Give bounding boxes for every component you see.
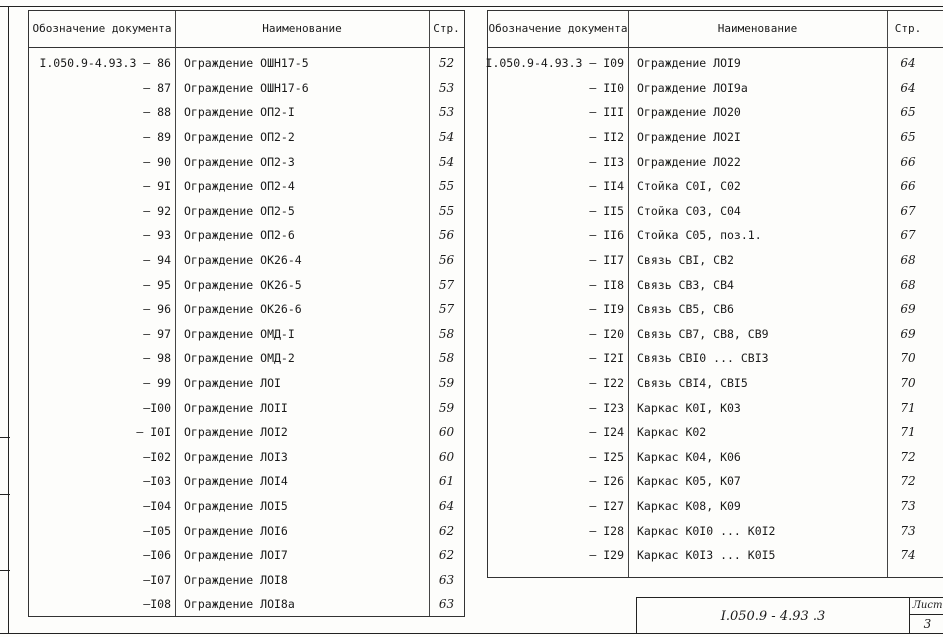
table-row xyxy=(29,272,464,297)
row-name: Каркас К05, К07 xyxy=(637,474,741,489)
table-row xyxy=(488,322,943,347)
table-row xyxy=(29,322,464,347)
row-name: Ограждение ЛОI3 xyxy=(184,449,288,464)
table-header xyxy=(488,11,943,48)
row-name: Ограждение ОК26-5 xyxy=(184,277,302,292)
row-name: Ограждение ЛО22 xyxy=(637,154,741,169)
table-row xyxy=(29,346,464,371)
row-designation: –I06 xyxy=(143,548,171,563)
row-designation: – 90 xyxy=(143,154,171,169)
row-name: Ограждение ОП2-I xyxy=(184,105,295,120)
row-designation: – 92 xyxy=(143,203,171,218)
table-row xyxy=(488,125,943,150)
row-page: 59 xyxy=(438,376,455,391)
row-page: 67 xyxy=(900,203,916,218)
row-designation: – 87 xyxy=(143,80,171,95)
row-page: 55 xyxy=(438,179,455,194)
row-name: Ограждение ОК26-6 xyxy=(184,302,302,317)
table-row xyxy=(29,248,464,273)
table-row xyxy=(29,469,464,494)
row-designation: – I26 xyxy=(589,474,624,489)
row-designation: –I04 xyxy=(143,499,171,514)
row-designation: – II0 xyxy=(589,80,624,95)
table-row xyxy=(29,51,464,76)
row-designation: – I20 xyxy=(589,326,624,341)
row-designation: – I28 xyxy=(589,523,624,538)
row-designation: – II2 xyxy=(589,130,624,145)
row-name: Связь СВI, СВ2 xyxy=(637,253,734,268)
row-page: 68 xyxy=(900,253,916,268)
sheet-box xyxy=(909,598,943,634)
row-page: 54 xyxy=(438,154,455,169)
row-name: Ограждение ОШН17-6 xyxy=(184,80,309,95)
table-row xyxy=(488,445,943,470)
row-designation: – II4 xyxy=(589,179,624,194)
row-designation: – II5 xyxy=(589,203,624,218)
row-page: 70 xyxy=(900,351,916,366)
table-row xyxy=(488,420,943,445)
row-name: Связь СВ5, СВ6 xyxy=(637,302,734,317)
row-page: 66 xyxy=(900,179,916,194)
left-index-table xyxy=(28,10,465,617)
row-page: 57 xyxy=(438,302,455,317)
row-page: 72 xyxy=(900,449,916,464)
row-page: 59 xyxy=(438,400,455,415)
header-page: Стр. xyxy=(894,22,922,35)
row-designation: – 9I xyxy=(143,179,171,194)
document-code: I.050.9 - 4.93 .3 xyxy=(720,608,826,624)
row-designation: – 96 xyxy=(143,302,171,317)
table-row xyxy=(29,297,464,322)
row-page: 71 xyxy=(900,425,916,440)
row-designation: I.050.9-4.93.3 – 86 xyxy=(39,56,171,71)
table-row xyxy=(29,445,464,470)
row-page: 57 xyxy=(438,277,455,292)
row-page: 64 xyxy=(900,56,916,71)
row-name: Ограждение ОП2-2 xyxy=(184,130,295,145)
right-index-table xyxy=(487,10,943,578)
row-designation: –I03 xyxy=(143,474,171,489)
row-name: Каркас К0I3 ... К0I5 xyxy=(637,548,776,563)
row-designation: –I07 xyxy=(143,572,171,587)
row-name: Ограждение ОП2-4 xyxy=(184,179,295,194)
table-row xyxy=(488,223,943,248)
row-name: Ограждение ОП2-5 xyxy=(184,203,295,218)
row-designation: – 97 xyxy=(143,326,171,341)
table-row xyxy=(29,395,464,420)
row-page: 61 xyxy=(438,474,455,489)
table-row xyxy=(29,420,464,445)
row-page: 63 xyxy=(438,597,455,612)
binding-tick xyxy=(0,437,10,438)
row-designation: – II8 xyxy=(589,277,624,292)
row-designation: – I27 xyxy=(589,499,624,514)
row-name: Стойка С05, поз.1. xyxy=(637,228,762,243)
row-name: Ограждение ОШН17-5 xyxy=(184,56,309,71)
sheet-label: Лист xyxy=(910,598,943,615)
row-name: Ограждение ОМД-2 xyxy=(184,351,295,366)
row-name: Ограждение ЛОI5 xyxy=(184,499,288,514)
row-designation: – I2I xyxy=(589,351,624,366)
row-name: Ограждение ЛОI9 xyxy=(637,56,741,71)
row-name: Связь СВ3, СВ4 xyxy=(637,277,734,292)
frame-top-border xyxy=(0,6,943,7)
row-designation: –I05 xyxy=(143,523,171,538)
row-name: Ограждение ЛОI6 xyxy=(184,523,288,538)
table-row xyxy=(29,543,464,568)
row-name: Связь СВI4, СВI5 xyxy=(637,376,748,391)
table-row xyxy=(488,248,943,273)
row-designation: I.050.9-4.93.3 – I09 xyxy=(485,56,624,71)
table-row xyxy=(29,100,464,125)
table-row xyxy=(29,125,464,150)
table-row xyxy=(488,297,943,322)
row-page: 65 xyxy=(900,130,916,145)
row-name: Стойка С03, С04 xyxy=(637,203,741,218)
row-page: 66 xyxy=(900,154,916,169)
table-row xyxy=(488,469,943,494)
row-designation: –I00 xyxy=(143,400,171,415)
table-row xyxy=(29,568,464,593)
table-row xyxy=(488,518,943,543)
header-name: Наименование xyxy=(262,22,342,35)
header-designation: Обозначение документа xyxy=(488,22,628,35)
row-designation: –I08 xyxy=(143,597,171,612)
row-designation: – 99 xyxy=(143,376,171,391)
row-page: 67 xyxy=(900,228,916,243)
row-page: 73 xyxy=(900,523,916,538)
table-row xyxy=(488,346,943,371)
row-name: Ограждение ОК26-4 xyxy=(184,253,302,268)
row-name: Связь СВI0 ... СВI3 xyxy=(637,351,769,366)
binding-tick xyxy=(0,494,10,495)
row-page: 72 xyxy=(900,474,916,489)
row-page: 60 xyxy=(438,449,455,464)
row-name: Каркас К0I0 ... К0I2 xyxy=(637,523,776,538)
row-designation: – 95 xyxy=(143,277,171,292)
row-name: Ограждение ОМД-I xyxy=(184,326,295,341)
table-header xyxy=(29,11,464,48)
row-name: Ограждение ЛО20 xyxy=(637,105,741,120)
row-name: Каркас К0I, К03 xyxy=(637,400,741,415)
table-row xyxy=(29,174,464,199)
table-row xyxy=(29,592,464,617)
row-designation: – II3 xyxy=(589,154,624,169)
row-page: 53 xyxy=(438,80,455,95)
table-row xyxy=(29,518,464,543)
row-name: Ограждение ЛОI4 xyxy=(184,474,288,489)
binding-tick xyxy=(0,570,10,571)
row-page: 62 xyxy=(438,523,455,538)
table-row xyxy=(488,272,943,297)
row-designation: – II7 xyxy=(589,253,624,268)
row-page: 69 xyxy=(900,326,916,341)
table-row xyxy=(29,371,464,396)
row-designation: – 98 xyxy=(143,351,171,366)
row-page: 64 xyxy=(438,499,455,514)
row-page: 56 xyxy=(438,228,455,243)
table-row xyxy=(488,395,943,420)
row-designation: – 88 xyxy=(143,105,171,120)
header-page: Стр. xyxy=(433,22,460,35)
row-name: Ограждение ЛОI xyxy=(184,376,281,391)
table-row xyxy=(29,199,464,224)
row-name: Каркас К02 xyxy=(637,425,707,440)
header-name: Наименование xyxy=(717,22,798,35)
row-name: Ограждение ЛОI7 xyxy=(184,548,288,563)
row-name: Ограждение ЛО2I xyxy=(637,130,741,145)
table-row xyxy=(488,76,943,101)
table-row xyxy=(488,371,943,396)
row-designation: – I23 xyxy=(589,400,624,415)
row-name: Каркас К08, К09 xyxy=(637,499,741,514)
row-designation: – II9 xyxy=(589,302,624,317)
row-page: 65 xyxy=(900,105,916,120)
row-designation: – 94 xyxy=(143,253,171,268)
frame-left-border xyxy=(8,6,9,633)
row-page: 70 xyxy=(900,376,916,391)
row-designation: – 89 xyxy=(143,130,171,145)
table-row xyxy=(488,543,943,568)
row-name: Ограждение ЛОI8 xyxy=(184,572,288,587)
table-row xyxy=(29,76,464,101)
row-page: 63 xyxy=(438,572,455,587)
row-name: Каркас К04, К06 xyxy=(637,449,741,464)
row-page: 68 xyxy=(900,277,916,292)
row-designation: – I29 xyxy=(589,548,624,563)
row-page: 58 xyxy=(438,351,455,366)
row-page: 54 xyxy=(438,130,455,145)
row-designation: – II6 xyxy=(589,228,624,243)
table-row xyxy=(488,100,943,125)
row-page: 64 xyxy=(900,80,916,95)
header-designation: Обозначение документа xyxy=(32,22,172,35)
row-designation: – I22 xyxy=(589,376,624,391)
row-designation: – III xyxy=(589,105,624,120)
row-name: Ограждение ЛОI8а xyxy=(184,597,295,612)
row-designation: – I24 xyxy=(589,425,624,440)
row-page: 71 xyxy=(900,400,916,415)
row-page: 53 xyxy=(438,105,455,120)
row-name: Ограждение ЛОII xyxy=(184,400,288,415)
title-block-stamp xyxy=(636,597,943,634)
table-row xyxy=(488,149,943,174)
table-row xyxy=(29,149,464,174)
row-page: 58 xyxy=(438,326,455,341)
row-name: Ограждение ЛОI9а xyxy=(637,80,748,95)
row-name: Ограждение ОП2-3 xyxy=(184,154,295,169)
row-page: 73 xyxy=(900,499,916,514)
row-name: Стойка С0I, С02 xyxy=(637,179,741,194)
row-name: Связь СВ7, СВ8, СВ9 xyxy=(637,326,769,341)
row-name: Ограждение ОП2-6 xyxy=(184,228,295,243)
row-page: 62 xyxy=(438,548,455,563)
row-page: 56 xyxy=(438,253,455,268)
row-page: 69 xyxy=(900,302,916,317)
table-row xyxy=(488,174,943,199)
table-row xyxy=(488,199,943,224)
row-name: Ограждение ЛОI2 xyxy=(184,425,288,440)
row-designation: – I25 xyxy=(589,449,624,464)
row-page: 60 xyxy=(438,425,455,440)
row-designation: –I02 xyxy=(143,449,171,464)
row-page: 52 xyxy=(438,56,455,71)
row-designation: – 93 xyxy=(143,228,171,243)
table-row xyxy=(29,223,464,248)
row-page: 55 xyxy=(438,203,455,218)
table-row xyxy=(488,494,943,519)
table-row xyxy=(485,51,943,76)
sheet-number: 3 xyxy=(923,617,932,631)
row-designation: – I0I xyxy=(136,425,171,440)
table-row xyxy=(29,494,464,519)
row-page: 74 xyxy=(900,548,916,563)
